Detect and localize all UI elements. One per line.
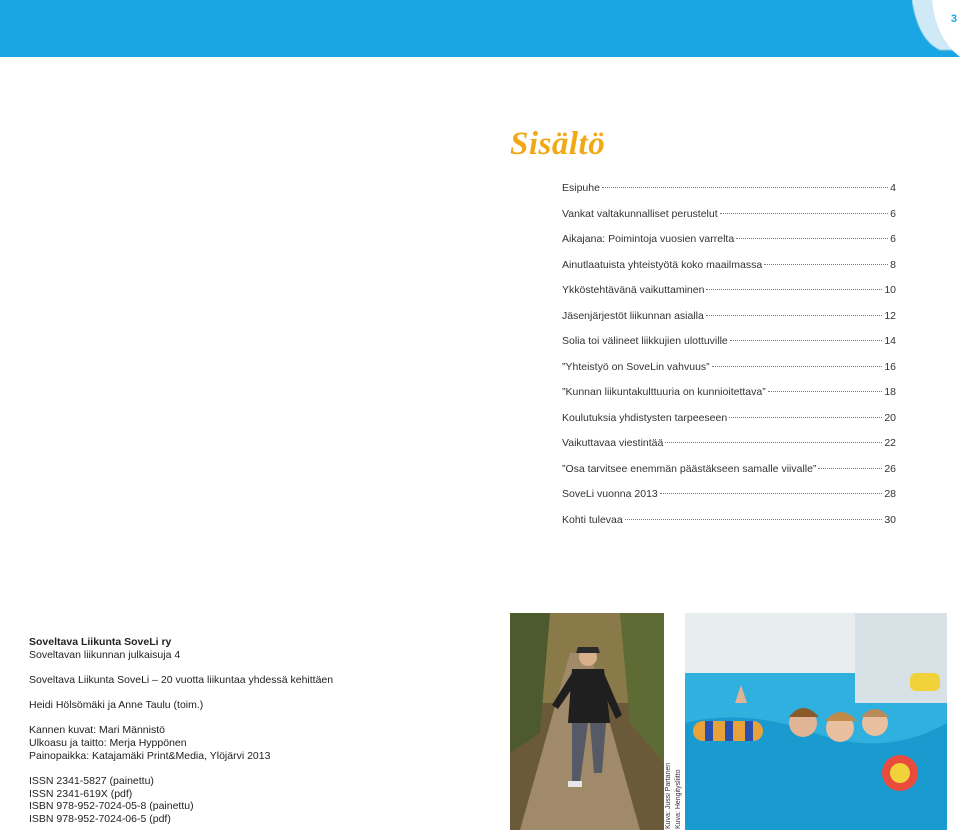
toc-entry[interactable] <box>562 310 896 336</box>
toc-leader-dots <box>602 187 888 188</box>
toc-entry-label: Solia toi välineet liikkujien ulottuville <box>562 335 728 347</box>
toc-entry-page: 12 <box>884 309 896 322</box>
printer-info: Painopaikka: Katajamäki Print&Media, Ylöjärvi 2013 <box>29 749 271 762</box>
toc-leader-dots <box>729 417 882 418</box>
toc-entry-page: 16 <box>884 360 896 373</box>
publication-title: Soveltava Liikunta SoveLi – 20 vuotta liikuntaa yhdessä kehittäen <box>29 673 334 686</box>
toc-entry-label: Ainutlaatuista yhteistyötä koko maailmassa <box>562 258 763 271</box>
toc-entry-label: Jäsenjärjestöt liikunnan asialla <box>562 309 704 322</box>
editors: Heidi Hölsömäki ja Anne Taulu (toim.) <box>29 699 204 712</box>
toc-leader-dots <box>720 213 889 214</box>
toc-leader-dots <box>730 340 883 341</box>
publisher-name: Soveltava Liikunta SoveLi ry <box>29 636 172 648</box>
toc-entry-page: 14 <box>884 335 896 347</box>
toc-leader-dots <box>706 315 882 316</box>
toc-entry-page: 28 <box>884 488 896 500</box>
toc-leader-dots <box>660 493 883 494</box>
toc-entry-page: 30 <box>884 513 896 526</box>
toc-leader-dots <box>736 238 888 239</box>
toc-entry[interactable] <box>562 182 896 208</box>
isbn-pdf: ISBN 978-952-7024-06-5 (pdf) <box>29 813 171 826</box>
toc-entry-label: SoveLi vuonna 2013 <box>562 488 658 500</box>
toc-entry-label: ”Kunnan liikuntakulttuuria on kunnioitettava” <box>562 386 766 398</box>
layout-credit: Ulkoasu ja taitto: Merja Hyppönen <box>29 737 187 750</box>
colophon <box>29 636 489 826</box>
toc-entry-page: 8 <box>890 258 896 271</box>
toc-entry-page: 22 <box>884 437 896 449</box>
toc-leader-dots <box>818 468 882 469</box>
toc-entry-label: ”Yhteistyö on SoveLin vahvuus” <box>562 360 710 373</box>
photo-walking-man <box>510 613 664 830</box>
cover-credit: Kannen kuvat: Mari Männistö <box>29 724 165 737</box>
photo-credit-right: Kuva: Hengitysliitto <box>675 769 682 829</box>
isbn-print: ISBN 978-952-7024-05-8 (painettu) <box>29 800 194 813</box>
toc-entry-page: 10 <box>884 284 896 296</box>
toc-entry[interactable] <box>562 233 896 259</box>
toc-entry-label: Vankat valtakunnalliset perustelut <box>562 207 718 220</box>
toc-leader-dots <box>768 391 883 392</box>
table-of-contents <box>562 182 896 539</box>
toc-entry-label: Koulutuksia yhdistysten tarpeeseen <box>562 411 728 424</box>
page-number: 3 <box>950 13 957 25</box>
toc-entry[interactable] <box>562 437 896 463</box>
toc-entry-page: 20 <box>884 411 896 424</box>
toc-entry[interactable] <box>562 514 896 540</box>
toc-entry[interactable] <box>562 463 896 489</box>
toc-entry[interactable] <box>562 284 896 310</box>
issn-pdf: ISSN 2341-619X (pdf) <box>29 787 133 800</box>
toc-entry-page: 6 <box>890 207 896 220</box>
photo-credit-left: Kuva: Jussi Partanen <box>665 762 672 829</box>
toc-entry[interactable] <box>562 412 896 438</box>
toc-entry[interactable] <box>562 259 896 285</box>
toc-entry-label: Kohti tulevaa <box>562 513 623 526</box>
toc-entry[interactable] <box>562 488 896 514</box>
toc-leader-dots <box>625 519 883 520</box>
toc-entry[interactable] <box>562 361 896 387</box>
toc-entry-label: Esipuhe <box>562 182 600 194</box>
page-curl-decoration <box>912 0 960 57</box>
toc-title: Sisältö <box>510 126 606 162</box>
toc-leader-dots <box>706 289 882 290</box>
toc-entry[interactable] <box>562 335 896 361</box>
toc-leader-dots <box>712 366 883 367</box>
header-bar <box>0 0 960 57</box>
toc-leader-dots <box>764 264 888 265</box>
publication-series: Soveltavan liikunnan julkaisuja 4 <box>29 648 181 661</box>
toc-leader-dots <box>665 442 882 443</box>
toc-entry-label: Aikajana: Poimintoja vuosien varrelta <box>562 233 735 245</box>
toc-entry-label: Ykköstehtävänä vaikuttaminen <box>562 284 705 296</box>
photo-swimming-children <box>685 613 947 830</box>
toc-entry-page: 18 <box>884 386 896 398</box>
toc-entry-page: 6 <box>890 233 896 245</box>
toc-entry-page: 26 <box>884 462 896 475</box>
toc-entry[interactable] <box>562 386 896 412</box>
issn-print: ISSN 2341-5827 (painettu) <box>29 774 154 787</box>
toc-entry-label: Vaikuttavaa viestintää <box>562 437 664 449</box>
toc-entry-label: ”Osa tarvitsee enemmän päästäkseen samalle viivalle” <box>562 462 817 475</box>
toc-entry-page: 4 <box>890 182 896 194</box>
toc-entry[interactable] <box>562 208 896 234</box>
